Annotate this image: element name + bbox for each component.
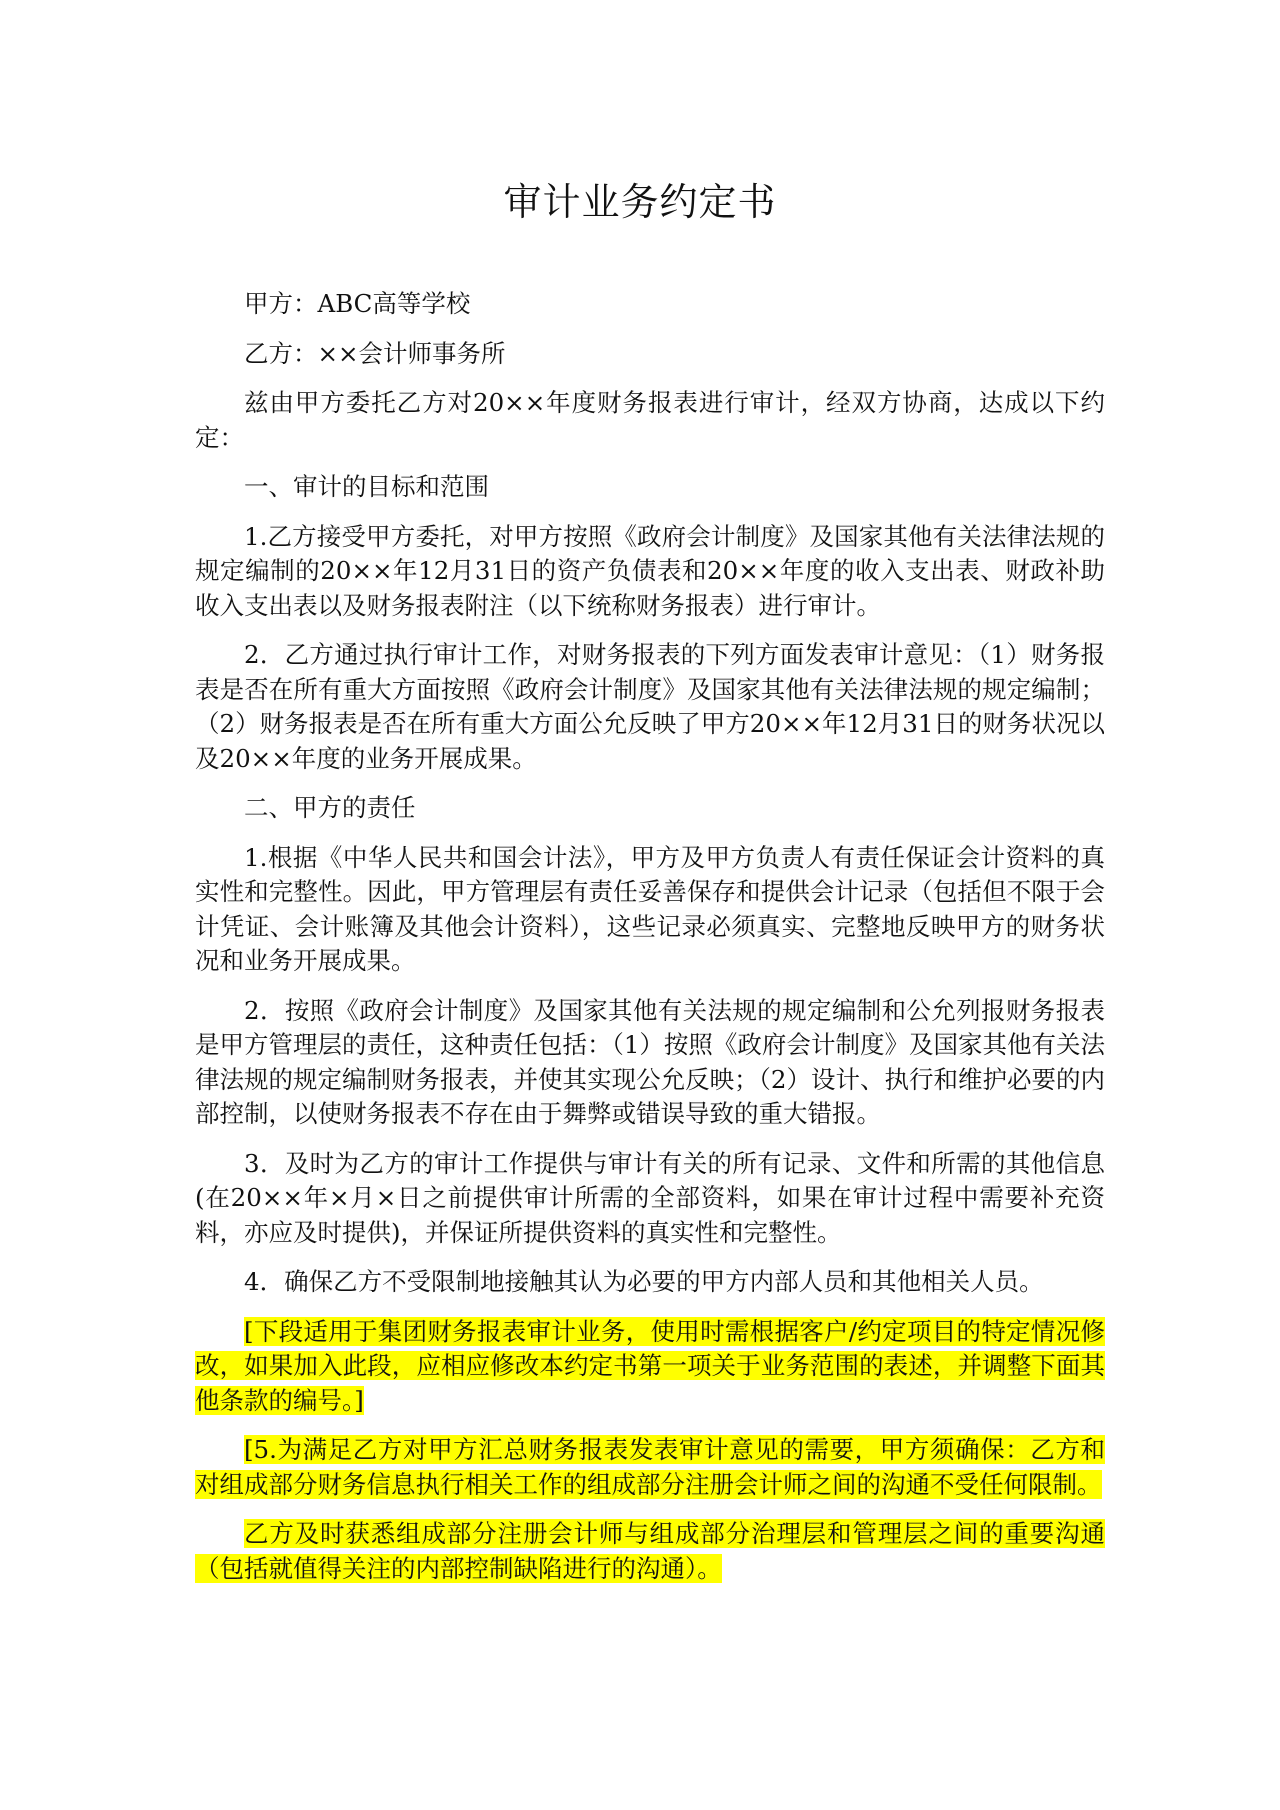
scope-clause-1-text: 1.乙方接受甲方委托，对甲方按照《政府会计制度》及国家其他有关法律法规的规定编制的20××年12月31日的资产负债表和20××年度的收入支出表、财政补助收入支出表以及财务报表附注（以下统称财务报表）进行审计。	[195, 521, 1105, 620]
section-heading-scope-text: 一、审计的目标和范围	[244, 472, 489, 501]
duty-clause-4	[195, 1265, 1105, 1300]
scope-clause-2-text: 2．乙方通过执行审计工作，对财务报表的下列方面发表审计意见：（1）财务报表是否在所有重大方面按照《政府会计制度》及国家其他有关法律法规的规定编制；（2）财务报表是否在所有重大方面公允反映了甲方20××年12月31日的财务状况以及20××年度的业务开展成果。	[195, 640, 1105, 773]
highlighted-note-group-audit	[195, 1315, 1105, 1419]
scope-clause-2	[195, 638, 1105, 776]
duty-clause-1	[195, 841, 1105, 979]
party-b-line	[195, 337, 1105, 372]
document-title: 审计业务约定书	[503, 180, 777, 224]
scope-clause-1	[195, 520, 1105, 624]
highlighted-clause-communication-text: 乙方及时获悉组成部分注册会计师与组成部分治理层和管理层之间的重要沟通（包括就值得关注的内部控制缺陷进行的沟通）。	[195, 1519, 1105, 1583]
section-heading-scope	[195, 470, 1105, 505]
duty-clause-2	[195, 994, 1105, 1132]
duty-clause-3	[195, 1147, 1105, 1251]
intro-paragraph	[195, 386, 1105, 455]
highlighted-note-group-audit-text: [下段适用于集团财务报表审计业务，使用时需根据客户/约定项目的特定情况修改，如果加入此段，应相应修改本约定书第一项关于业务范围的表述，并调整下面其他条款的编号。]	[195, 1316, 1105, 1415]
highlighted-clause-5-text: [5.为满足乙方对甲方汇总财务报表发表审计意见的需要，甲方须确保：乙方和对组成部分财务信息执行相关工作的组成部分注册会计师之间的沟通不受任何限制。	[195, 1435, 1105, 1499]
section-heading-party-a-duties-text: 二、甲方的责任	[244, 793, 416, 822]
duty-clause-2-text: 2．按照《政府会计制度》及国家其他有关法规的规定编制和公允列报财务报表是甲方管理层的责任，这种责任包括：（1）按照《政府会计制度》及国家其他有关法律法规的规定编制财务报表，并使其实现公允反映；（2）设计、执行和维护必要的内部控制，以使财务报表不存在由于舞弊或错误导致的重大错报。	[195, 995, 1105, 1128]
highlighted-clause-communication	[195, 1517, 1105, 1586]
section-heading-party-a-duties	[195, 791, 1105, 826]
party-b-text: 乙方：××会计师事务所	[244, 338, 506, 368]
highlighted-clause-5	[195, 1433, 1105, 1502]
duty-clause-3-text: 3．及时为乙方的审计工作提供与审计有关的所有记录、文件和所需的其他信息(在20××年×月×日之前提供审计所需的全部资料，如果在审计过程中需要补充资料，亦应及时提供)，并保证所提供资料的真实性和完整性。	[195, 1148, 1105, 1247]
document-body	[195, 287, 1105, 1601]
duty-clause-1-text: 1.根据《中华人民共和国会计法》，甲方及甲方负责人有责任保证会计资料的真实性和完整性。因此，甲方管理层有责任妥善保存和提供会计记录（包括但不限于会计凭证、会计账簿及其他会计资料），这些记录必须真实、完整地反映甲方的财务状况和业务开展成果。	[195, 842, 1105, 975]
party-a-text: 甲方：ABC高等学校	[244, 289, 471, 318]
intro-text: 兹由甲方委托乙方对20××年度财务报表进行审计，经双方协商，达成以下约定：	[195, 388, 1105, 452]
party-a-line	[195, 287, 1105, 322]
duty-clause-4-text: 4．确保乙方不受限制地接触其认为必要的甲方内部人员和其他相关人员。	[244, 1267, 1044, 1296]
